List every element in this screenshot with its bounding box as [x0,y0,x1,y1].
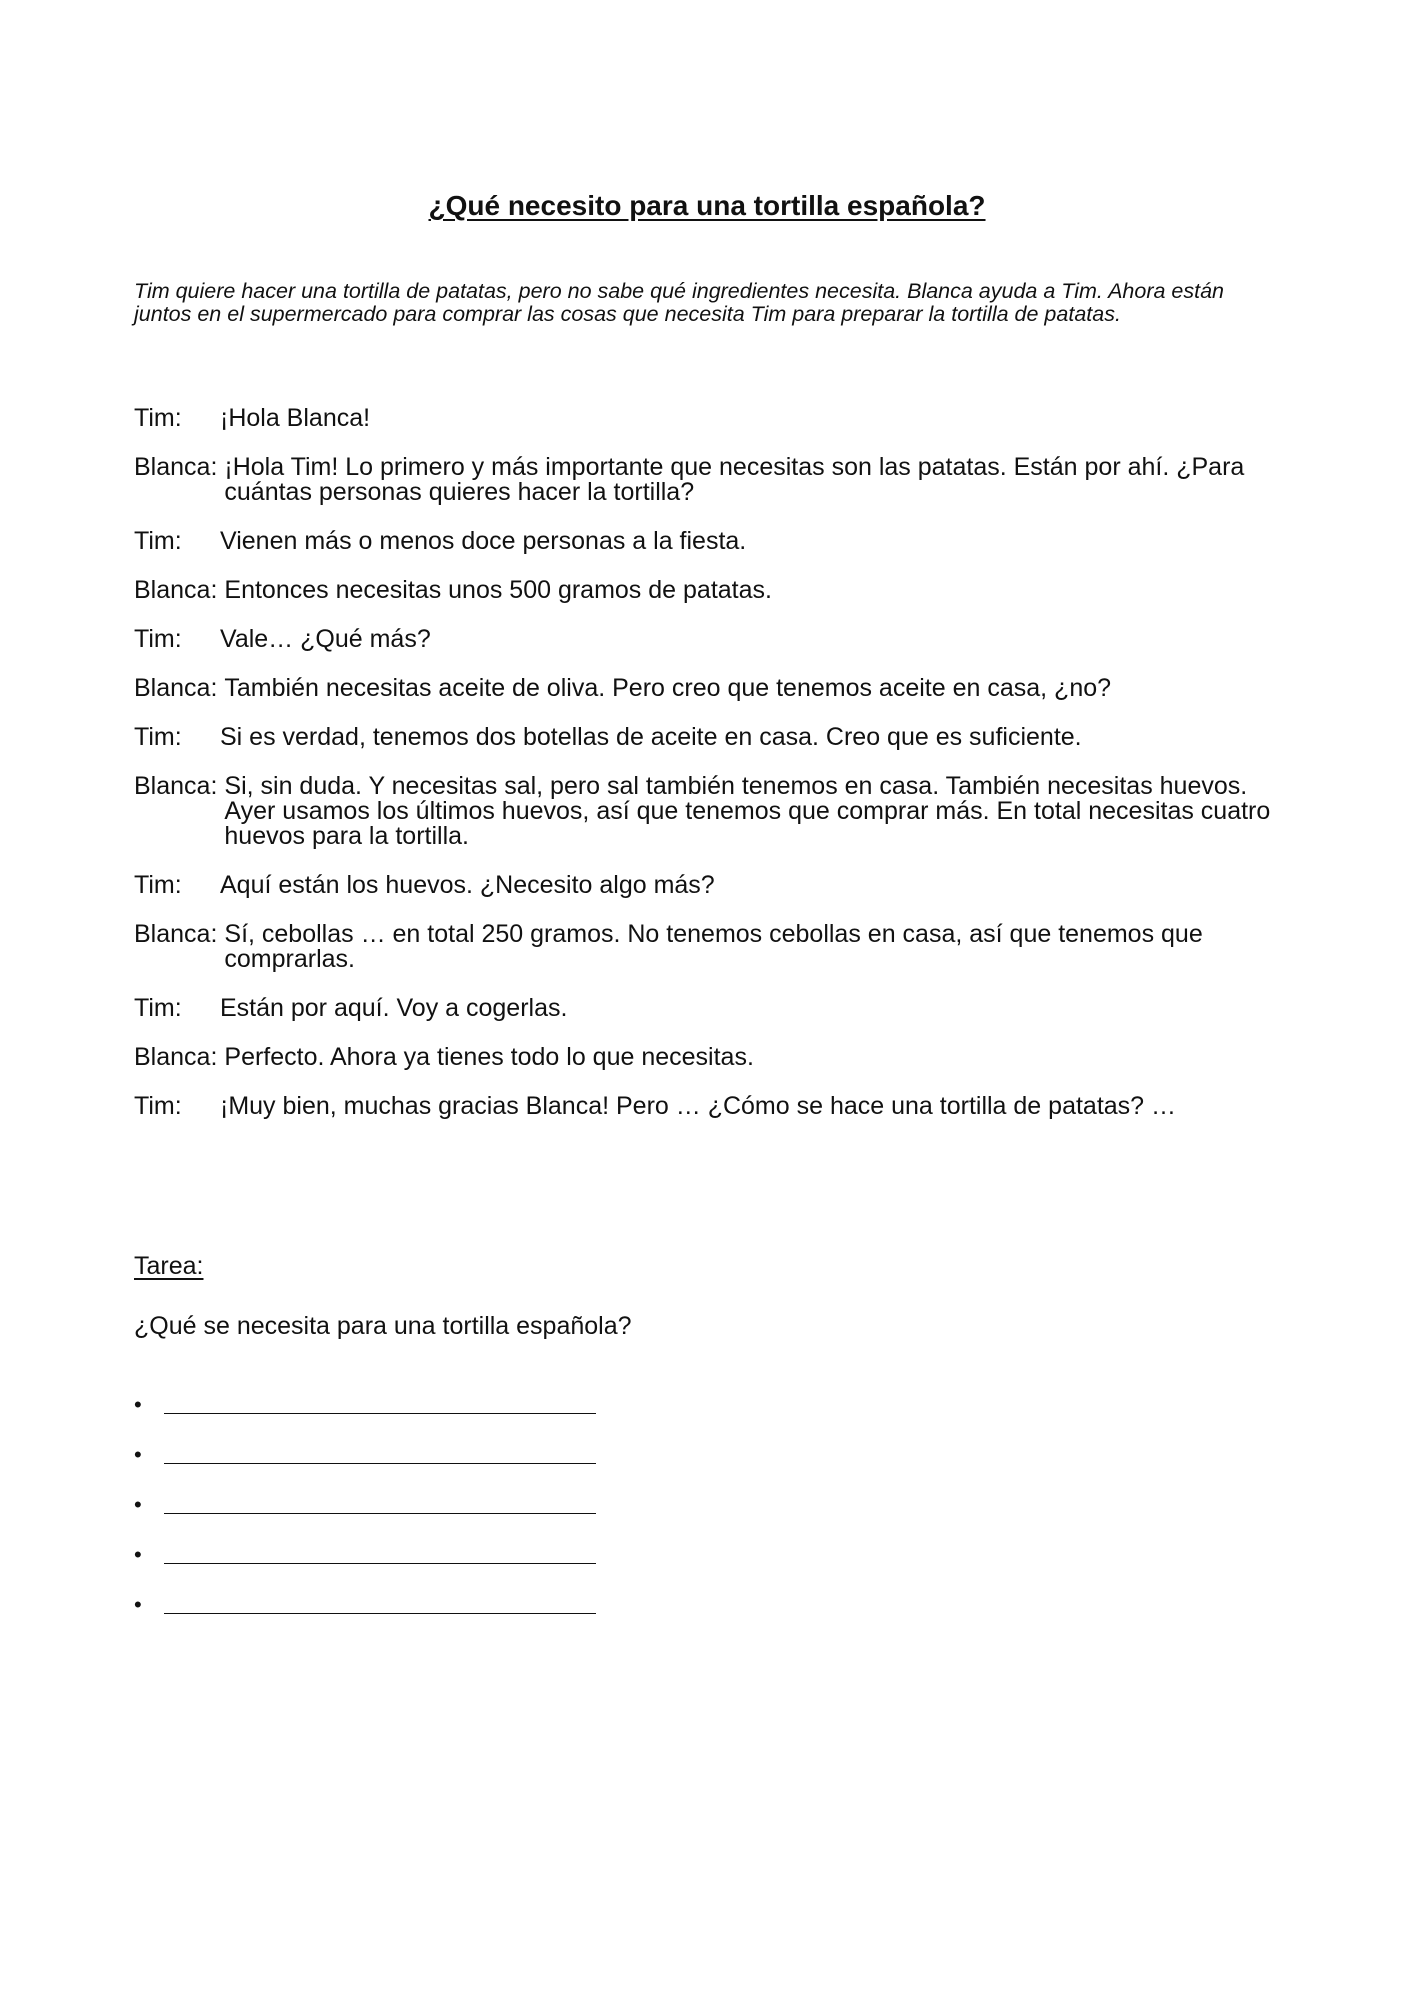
speech-text: Entonces necesitas unos 500 gramos de patatas. [224,576,772,604]
page-title: ¿Qué necesito para una tortilla española? [428,190,986,221]
dialogue-line [134,627,1294,652]
answer-item [134,1468,596,1518]
task-heading: Tarea: [134,1252,204,1280]
speaker-label: Blanca: [134,576,218,604]
bullet-icon: • [134,1492,142,1517]
speaker-label: Tim: [134,723,182,751]
intro-paragraph: Tim quiere hacer una tortilla de patatas, pero no sabe qué ingredientes necesita. Blanca ayuda a Tim. Ahora están juntos en el supermercado para comprar las cosas que necesita Tim para preparar la tortilla de patatas. [134,279,1225,326]
dialogue-line [134,996,1294,1021]
task-question: ¿Qué se necesita para una tortilla española? [134,1312,632,1340]
speech-text: También necesitas aceite de oliva. Pero creo que tenemos aceite en casa, ¿no? [224,674,1112,702]
dialogue-line [134,873,1294,898]
answer-blank[interactable] [164,1563,596,1564]
dialogue-line [134,1094,1294,1119]
speech-text: Aquí están los huevos. ¿Necesito algo más? [220,871,715,899]
dialogue-line [134,1045,1294,1070]
speech-text: Están por aquí. Voy a cogerlas. [220,994,568,1022]
dialogue-line [134,455,1294,505]
answer-blank[interactable] [164,1463,596,1464]
answer-blank[interactable] [164,1513,596,1514]
speaker-label: Tim: [134,1092,182,1120]
dialogue [134,406,1294,1143]
speech-text: Vale… ¿Qué más? [220,625,431,653]
dialogue-line [134,774,1294,849]
speech-text: ¡Hola Tim! Lo primero y más importante que necesitas son las patatas. Están por ahí. ¿Para cuántas personas quieres hacer la tortilla? [224,453,1245,506]
speaker-label: Tim: [134,871,182,899]
speaker-label: Blanca: [134,1043,218,1071]
answer-item [134,1568,596,1618]
dialogue-line [134,725,1294,750]
answer-item [134,1368,596,1418]
speaker-label: Blanca: [134,453,218,481]
speaker-label: Tim: [134,625,182,653]
speech-text: Sí, cebollas … en total 250 gramos. No tenemos cebollas en casa, así que tenemos que comprarlas. [224,920,1203,973]
speaker-label: Tim: [134,404,182,432]
speech-text: Si es verdad, tenemos dos botellas de aceite en casa. Creo que es suficiente. [220,723,1082,751]
answer-list [134,1368,596,1618]
speaker-label: Tim: [134,994,182,1022]
dialogue-line [134,922,1294,972]
answer-blank[interactable] [164,1413,596,1414]
dialogue-line [134,529,1294,554]
answer-item [134,1518,596,1568]
bullet-icon: • [134,1442,142,1467]
speaker-label: Blanca: [134,920,218,948]
speech-text: Perfecto. Ahora ya tienes todo lo que necesitas. [224,1043,754,1071]
answer-blank[interactable] [164,1613,596,1614]
answer-item [134,1418,596,1468]
dialogue-line [134,578,1294,603]
bullet-icon: • [134,1592,142,1617]
speech-text: Si, sin duda. Y necesitas sal, pero sal también tenemos en casa. También necesitas huevos. Ayer usamos los últimos huevos, así que tenemos que comprar más. En total necesitas cuatro huevos para la tortilla. [224,772,1271,850]
speaker-label: Tim: [134,527,182,555]
bullet-icon: • [134,1542,142,1567]
dialogue-line [134,676,1294,701]
dialogue-line [134,406,1294,431]
speech-text: Vienen más o menos doce personas a la fiesta. [220,527,747,555]
speaker-label: Blanca: [134,674,218,702]
bullet-icon: • [134,1392,142,1417]
speaker-label: Blanca: [134,772,218,800]
speech-text: ¡Muy bien, muchas gracias Blanca! Pero … ¿Cómo se hace una tortilla de patatas? … [220,1092,1177,1120]
speech-text: ¡Hola Blanca! [220,404,371,432]
